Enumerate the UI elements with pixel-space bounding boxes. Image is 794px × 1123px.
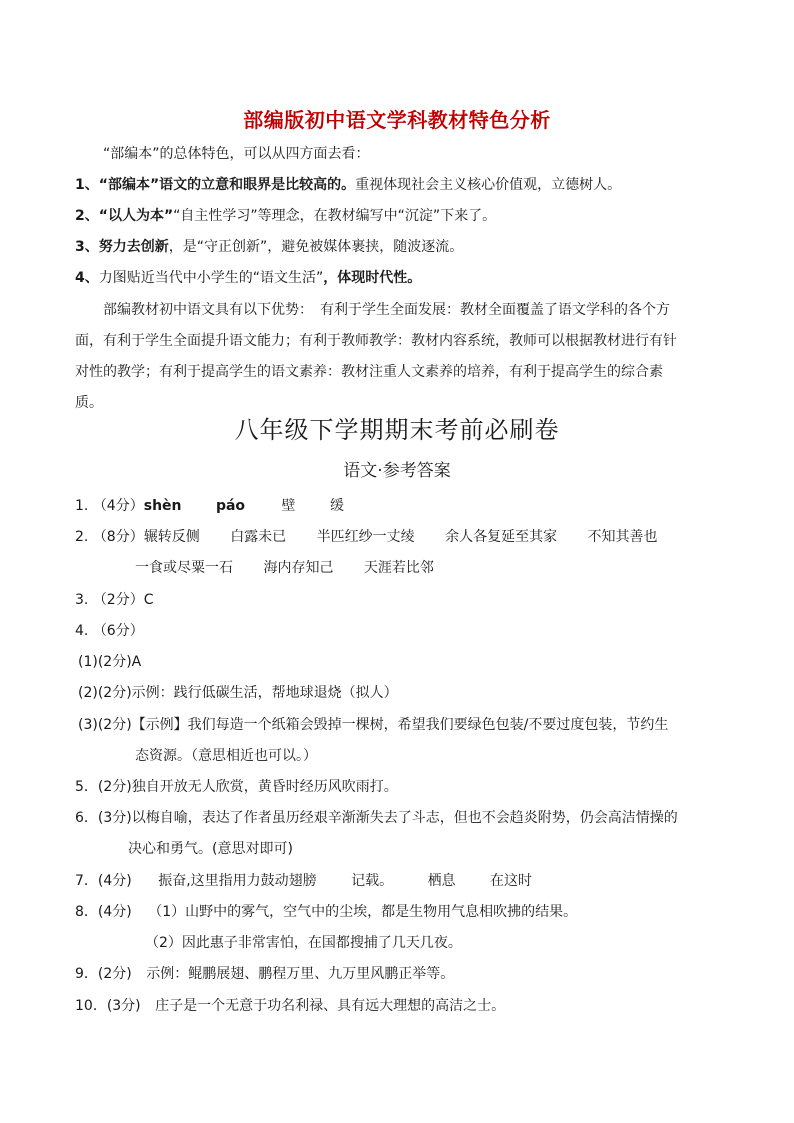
answer-4-num: 4.	[75, 623, 89, 639]
answer-1-num: 1.	[75, 498, 89, 514]
answer-2-item: 海内存知己	[263, 560, 334, 576]
answer-2-item: 一食或尽粟一石	[135, 560, 233, 576]
answer-5: 5．(2分)独自开放无人欣赏，黄昏时经历风吹雨打。	[75, 779, 398, 795]
page-title: 部编版初中语文学科教材特色分析	[243, 108, 551, 132]
answer-3-text: C	[143, 592, 154, 608]
answer-2-item: 余人各复延至其家	[445, 529, 558, 545]
answer-9	[75, 964, 454, 984]
answer-7-item: 记载。	[351, 873, 394, 889]
answer-7-item: 栖息	[427, 873, 456, 889]
answer-10	[75, 996, 505, 1016]
answer-2-line2	[135, 558, 434, 578]
answer-3-num: 3.	[75, 592, 89, 608]
answer-1	[75, 496, 344, 516]
answer-2	[75, 527, 658, 547]
answer-4	[75, 621, 144, 641]
feature-3-rest: ，是“守正创新”，避免被媒体裹挟，随波逐流。	[168, 239, 464, 255]
feature-2	[75, 206, 496, 226]
answer-1-item: 缓	[329, 498, 344, 514]
answer-4-2: (2)(2分)示例：践行低碳生活，帮地球退烧（拟人）	[78, 685, 398, 701]
exam-title: 八年级下学期期末考前必刷卷	[234, 416, 560, 444]
answer-2-item: 白露未已	[230, 529, 287, 545]
answer-1-item: shèn	[143, 498, 182, 514]
answer-9-label: 9．(2分)	[75, 966, 132, 982]
feature-3	[75, 237, 463, 257]
answer-8-label: 8．(4分)	[75, 904, 132, 920]
answer-4-1: (1)(2分)A	[78, 654, 142, 670]
answer-3	[75, 590, 154, 610]
answer-6-cont: 决心和勇气。(意思对即可)	[128, 841, 293, 857]
feature-1-rest: 重视体现社会主义核心价值观，立德树人。	[355, 177, 622, 193]
answer-10-label: 10．(3分)	[75, 998, 141, 1014]
answer-subtitle: 语文·参考答案	[343, 461, 451, 481]
answer-1-item: páo	[215, 498, 246, 514]
answer-1-score: （4分）	[92, 498, 144, 514]
answer-6: 6．(3分)以梅自喻，表达了作者虽历经艰辛渐渐失去了斗志，但也不会趋炎附势，仍会高洁情操的	[75, 810, 678, 826]
answer-7	[75, 871, 532, 891]
answer-4-3: (3)(2分)【示例】我们每造一个纸箱会毁掉一棵树，希望我们要绿色包装/不要过度包装，节约生	[78, 717, 669, 733]
answer-8-line2: （2）因此惠子非常害怕，在国都搜捕了几天几夜。	[145, 935, 462, 951]
answer-9-text: 示例：鲲鹏展翅、鹏程万里、九万里风鹏正举等。	[146, 966, 455, 982]
feature-3-bold: 3、努力去创新	[75, 239, 169, 255]
advantages-paragraph: 部编教材初中语文具有以下优势： 有利于学生全面发展：教材全面覆盖了语文学科的各个方面，有利于学生全面提升语文能力；有利于教师教学：教材内容系统，教师可以根据教材进行有针对性的教学；有利于提高学生的语文素养：教材注重人文素养的培养，有利于提高学生的综合素质。	[75, 302, 677, 411]
answer-1-item: 壁	[281, 498, 296, 514]
intro-line: “部编本”的总体特色，可以从四方面去看：	[103, 146, 370, 162]
feature-1-bold: 1、“部编本”语文的立意和眼界是比较高的。	[75, 177, 356, 193]
answer-7-item: 振奋,这里指用力鼓动翅膀	[158, 873, 317, 889]
answer-2-item: 半匹红纱一丈绫	[316, 529, 415, 545]
answer-2-item: 天涯若比邻	[363, 560, 434, 576]
answer-7-item: 在这时	[490, 873, 533, 889]
feature-4-bold2: ，体现时代性。	[323, 270, 422, 286]
feature-4-bold: 4、	[75, 270, 99, 286]
feature-2-bold: 2、“以人为本”	[75, 208, 174, 224]
answer-7-label: 7．(4分)	[75, 873, 132, 889]
feature-1	[75, 175, 621, 195]
feature-4-rest: 力图贴近当代中小学生的“语文生活”	[98, 270, 324, 286]
feature-2-rest: “自主性学习”等理念，在教材编写中“沉淀”下来了。	[173, 208, 497, 224]
feature-4	[75, 268, 421, 288]
answer-3-score: （2分）	[92, 592, 144, 608]
answer-2-item: 不知其善也	[587, 529, 658, 545]
answer-2-num: 2.	[75, 529, 89, 545]
answer-8-line1: （1）山野中的雾气，空气中的尘埃，都是生物用气息相吹拂的结果。	[148, 904, 578, 920]
answer-4-3-cont: 态资源。（意思相近也可以。）	[135, 748, 317, 764]
answer-10-text: 庄子是一个无意于功名利禄、具有远大理想的高洁之士。	[155, 998, 506, 1014]
answer-2-score: （8分）	[92, 529, 144, 545]
answer-2-item: 辗转反侧	[143, 529, 200, 545]
answer-8	[75, 902, 577, 922]
answer-4-score: （6分）	[92, 623, 144, 639]
